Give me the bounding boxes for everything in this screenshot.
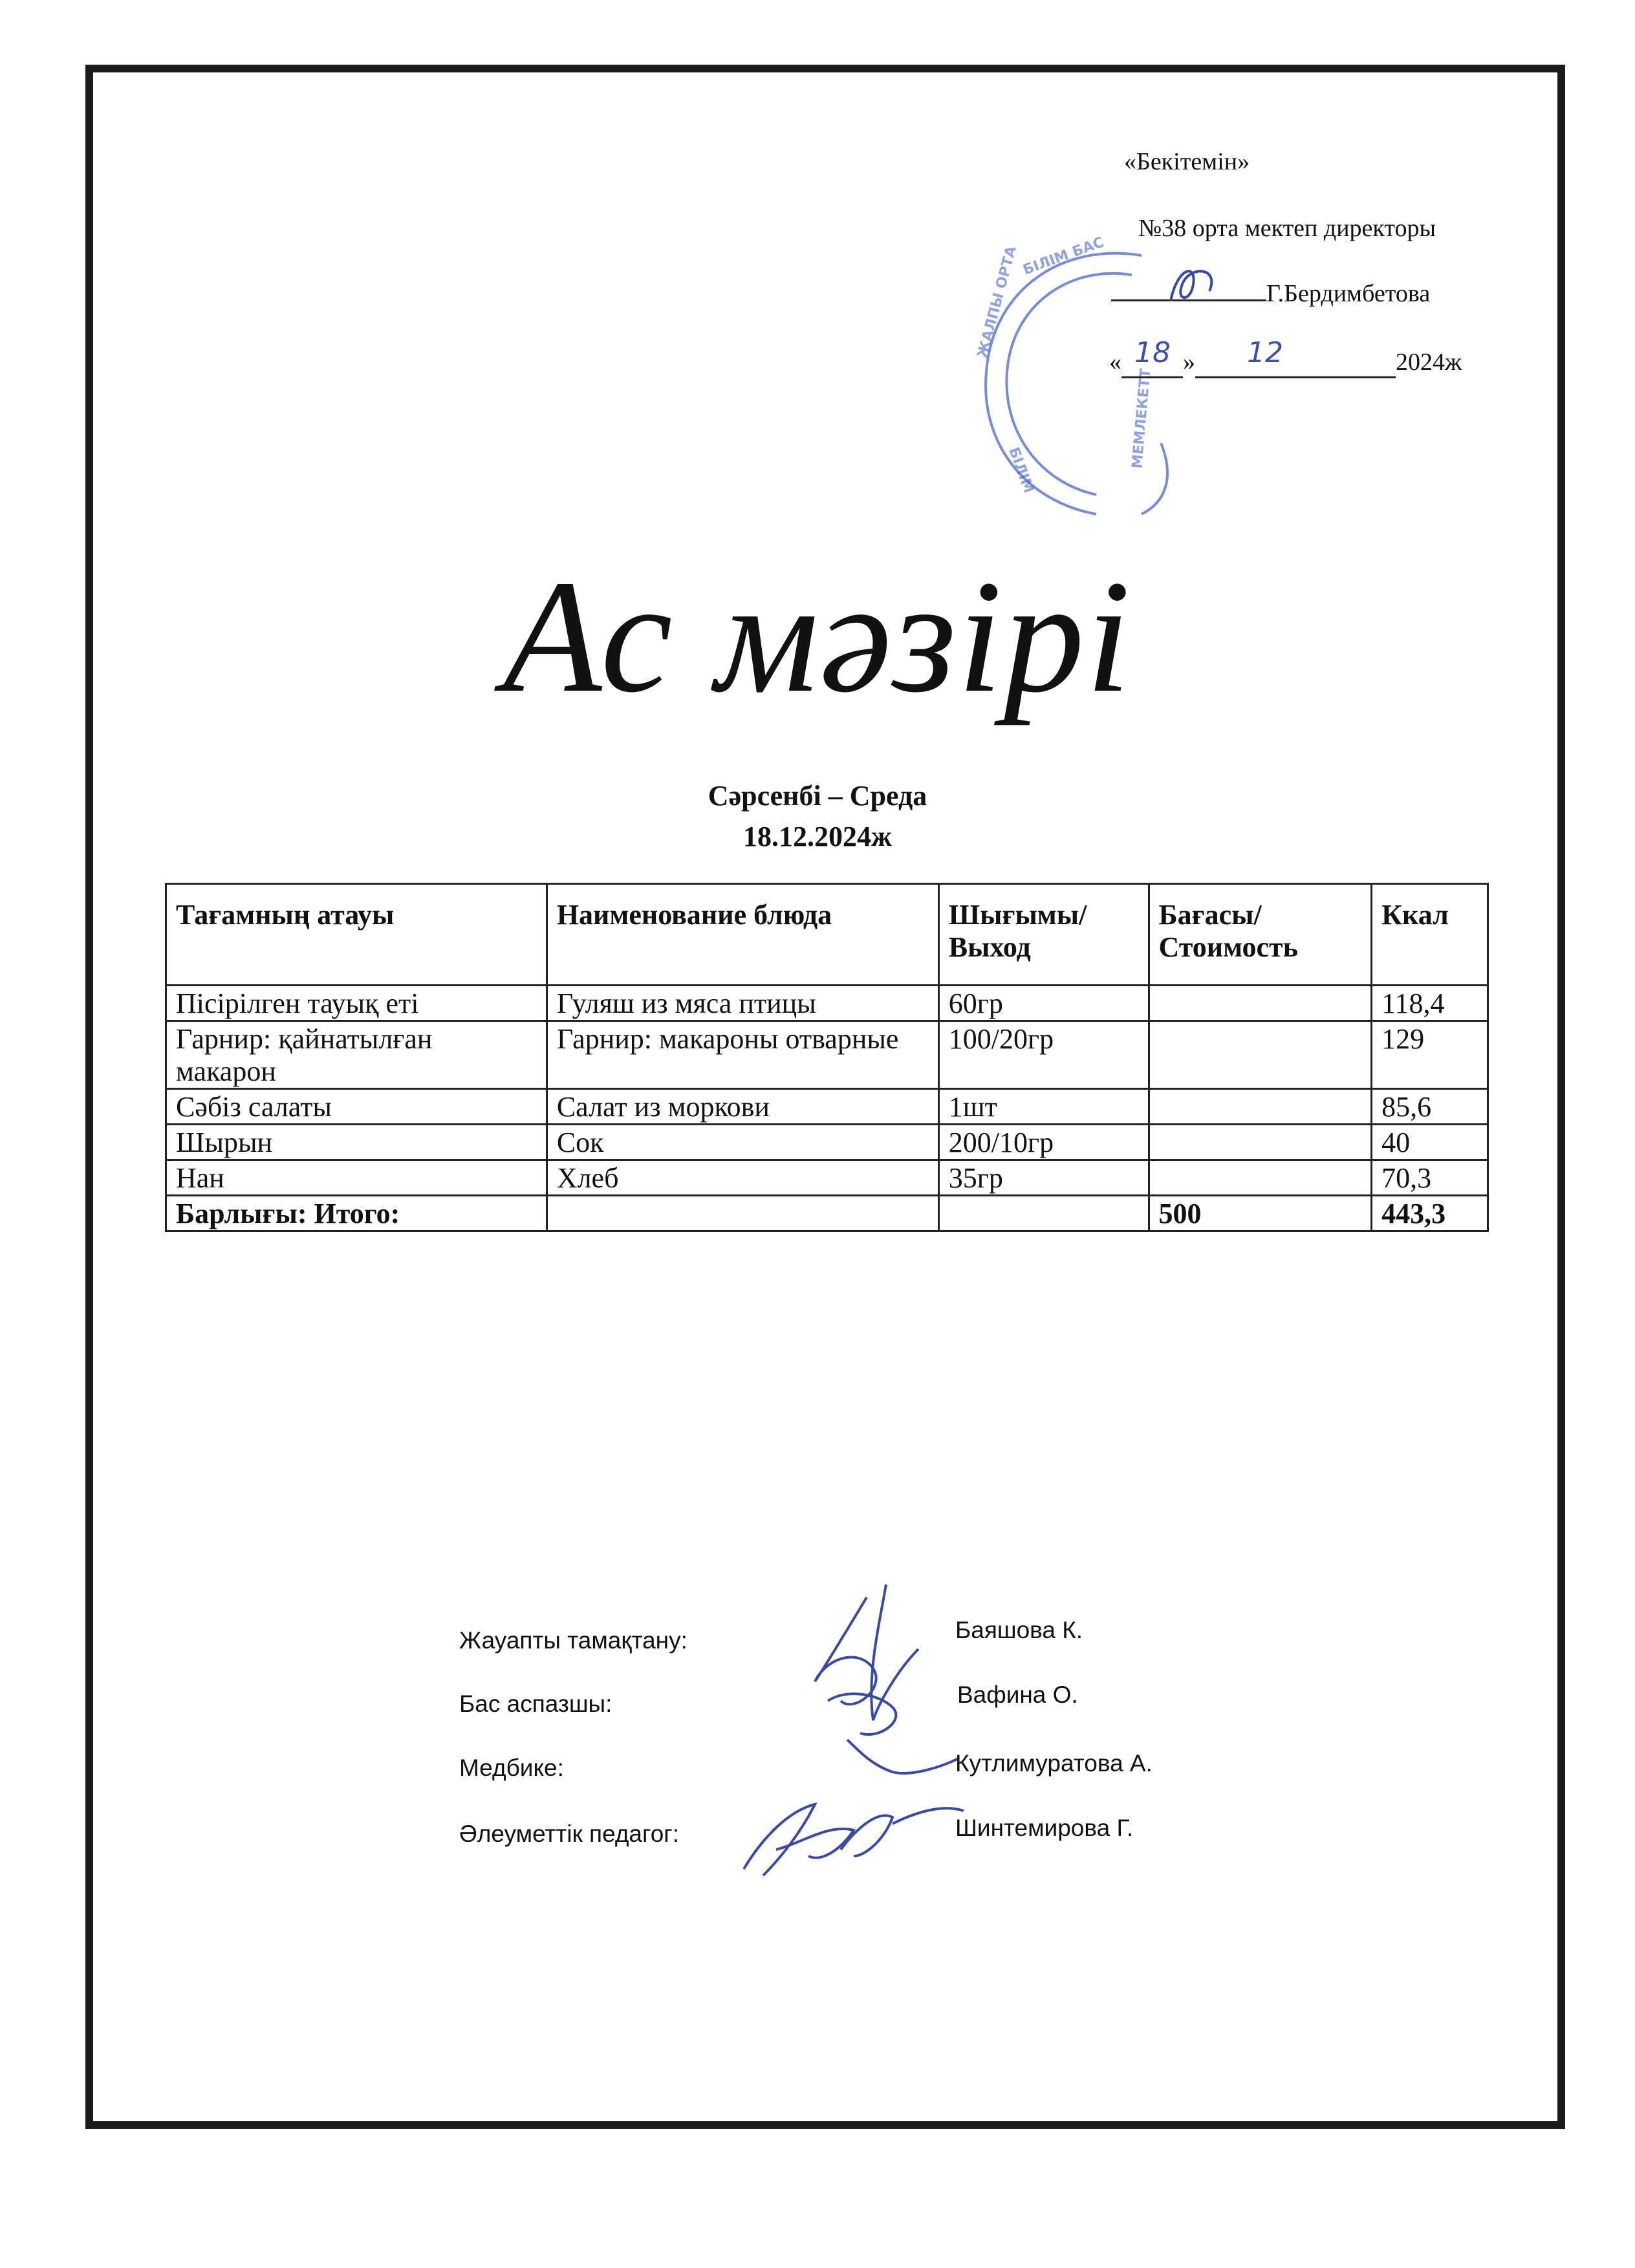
signature-name: Баяшова К. [955, 1617, 1083, 1643]
approval-position: №38 орта мектеп директоры [1138, 215, 1436, 242]
director-signature [1158, 255, 1235, 314]
signature-name: Кутлимуратова А. [955, 1750, 1153, 1777]
cell-name-ru: Салат из моркови [547, 1089, 938, 1125]
handwritten-signatures-1 [789, 1571, 983, 1785]
cell-cost [1149, 986, 1372, 1021]
cell-name-ru: Гуляш из мяса птицы [547, 986, 938, 1021]
date-close-quote: » [1183, 349, 1195, 376]
cell-name-kz: Сәбіз салаты [166, 1089, 547, 1125]
menu-date: 18.12.2024ж [743, 821, 892, 852]
svg-text:БІЛІМ: БІЛІМ [1005, 445, 1037, 495]
cell-name-kz: Пісірілген тауық еті [166, 986, 547, 1021]
cell-name-ru: Сок [547, 1125, 938, 1160]
svg-text:МЕМЛЕКЕТТ: МЕМЛЕКЕТТ [1129, 367, 1154, 470]
table-row [166, 986, 1488, 1021]
cell-cost [1149, 1125, 1372, 1160]
cell-output: 100/20гр [938, 1021, 1149, 1089]
cell-cost [1149, 1160, 1372, 1196]
cell-output: 35гр [938, 1160, 1149, 1196]
total-empty [938, 1196, 1149, 1231]
menu-table [165, 883, 1489, 1232]
cell-name-ru: Гарнир: макароны отварные [547, 1021, 938, 1089]
cell-name-kz: Шырын [166, 1125, 547, 1160]
day-of-week: Сәрсенбі – Среда [708, 780, 927, 812]
cell-output: 60гр [938, 986, 1149, 1021]
total-kcal: 443,3 [1372, 1196, 1488, 1231]
cell-output: 200/10гр [938, 1125, 1149, 1160]
cell-kcal: 85,6 [1372, 1089, 1488, 1125]
approval-heading: «Бекітемін» [1124, 148, 1250, 175]
header-name-ru: Наименование блюда [547, 884, 938, 986]
approval-date [1109, 336, 1462, 378]
signature-name: Шинтемирова Г. [955, 1815, 1134, 1841]
svg-text:ЖАЛПЫ ОРТА: ЖАЛПЫ ОРТА [974, 244, 1020, 360]
table-row [166, 1089, 1488, 1125]
director-name: Г.Бердимбетова [1266, 280, 1431, 307]
signature-role: Жауапты тамақтану: [459, 1627, 688, 1654]
header-output: Шығымы/ Выход [938, 884, 1149, 986]
cell-name-kz: Нан [166, 1160, 547, 1196]
header-kcal: Ккал [1372, 884, 1488, 986]
signature-role: Әлеуметтік педагог: [459, 1820, 680, 1847]
date-month: 12 [1247, 336, 1283, 369]
header-name-kz: Тағамның атауы [166, 884, 547, 986]
signature-role: Бас аспазшы: [459, 1690, 612, 1717]
total-label: Барлығы: Итого: [166, 1196, 547, 1231]
header-cost: Бағасы/ Стоимость [1149, 884, 1372, 986]
table-header-row [166, 884, 1488, 986]
cell-cost [1149, 1089, 1372, 1125]
cell-cost [1149, 1021, 1372, 1089]
cell-output: 1шт [938, 1089, 1149, 1125]
official-stamp [947, 230, 1193, 540]
cell-name-ru: Хлеб [547, 1160, 938, 1196]
cell-name-kz: Гарнир: қайнатылған макарон [166, 1021, 547, 1089]
date-open-quote: « [1109, 349, 1121, 376]
signature-role: Медбике: [459, 1755, 564, 1781]
cell-kcal: 129 [1372, 1021, 1488, 1089]
table-total-row [166, 1196, 1488, 1231]
date-month-blank [1195, 336, 1396, 378]
table-row [166, 1125, 1488, 1160]
cell-kcal: 118,4 [1372, 986, 1488, 1021]
handwritten-signatures-2 [724, 1785, 970, 1888]
signature-name: Вафина О. [957, 1681, 1078, 1708]
date-year: 2024ж [1396, 349, 1462, 376]
table-row [166, 1160, 1488, 1196]
total-cost: 500 [1149, 1196, 1372, 1231]
cell-kcal: 70,3 [1372, 1160, 1488, 1196]
page-title: Ас мәзірі [503, 547, 1132, 726]
total-empty [547, 1196, 938, 1231]
date-day-blank [1121, 336, 1183, 378]
svg-text:БІЛІМ БАС: БІЛІМ БАС [1021, 234, 1107, 279]
cell-kcal: 40 [1372, 1125, 1488, 1160]
table-row [166, 1021, 1488, 1089]
date-day: 18 [1134, 336, 1171, 369]
